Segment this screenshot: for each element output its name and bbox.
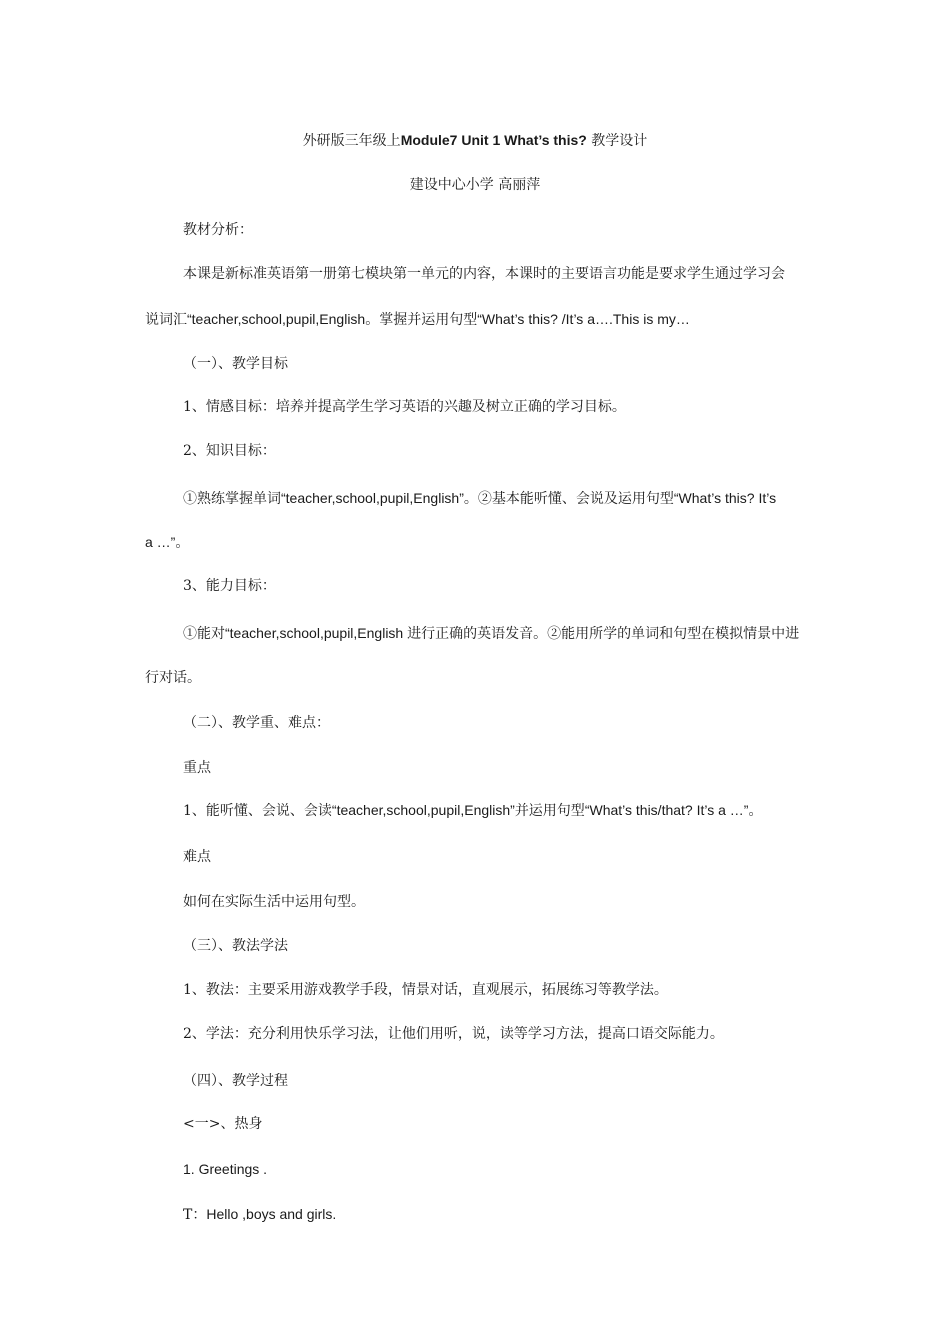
document-title: 外研版三年级上Module7 Unit 1 What’s this? 教学设计 bbox=[302, 132, 648, 149]
section-heading: （三）、教法学法 bbox=[183, 938, 288, 954]
paragraph-line: 1. Greetings . bbox=[183, 1161, 268, 1177]
paragraph-line: 2、知识目标： bbox=[183, 443, 276, 459]
paragraph-line: 重点 bbox=[183, 760, 211, 776]
paragraph-line: 1、教法：主要采用游戏教学手段，情景对话，直观展示，拓展练习等教学法。 bbox=[183, 982, 668, 998]
paragraph-line: 3、能力目标： bbox=[183, 578, 276, 594]
paragraph-line: <一>、热身 bbox=[183, 1116, 263, 1132]
paragraph-line: 2、学法：充分利用快乐学习法，让他们用听，说，读等学习方法，提高口语交际能力。 bbox=[183, 1026, 724, 1042]
paragraph-line: 1、能听懂、会说、会读“teacher,school,pupil,English”并运用句型“What’s this/that? It’s a …”。 bbox=[183, 802, 763, 819]
paragraph-line: 本课是新标准英语第一册第七模块第一单元的内容，本课时的主要语言功能是要求学生通过学习会 bbox=[183, 266, 785, 282]
section-heading: 教材分析： bbox=[183, 222, 253, 238]
paragraph-line: 行对话。 bbox=[145, 670, 201, 686]
paragraph-line: ①能对“teacher,school,pupil,English 进行正确的英语发音。②能用所学的单词和句型在模拟情景中进 bbox=[183, 625, 800, 642]
section-heading: （四）、教学过程 bbox=[183, 1073, 288, 1089]
paragraph-line: 1、情感目标：培养并提高学生学习英语的兴趣及树立正确的学习目标。 bbox=[183, 399, 626, 415]
paragraph-line: T：Hello ,boys and girls. bbox=[183, 1206, 337, 1223]
paragraph-line: ①熟练掌握单词“teacher,school,pupil,English”。②基本能听懂、会说及运用句型“What’s this? It’s bbox=[183, 490, 777, 507]
paragraph-line: a …”。 bbox=[145, 534, 190, 551]
paragraph-line: 如何在实际生活中运用句型。 bbox=[183, 894, 365, 910]
section-heading: （二）、教学重、难点： bbox=[183, 715, 330, 731]
author-line: 建设中心小学 高丽萍 bbox=[409, 177, 541, 193]
paragraph-line: 说词汇“teacher,school,pupil,English。掌握并运用句型“What’s this? /It’s a….This is my… bbox=[145, 311, 690, 328]
section-heading: （一）、教学目标 bbox=[183, 356, 288, 372]
paragraph-line: 难点 bbox=[183, 849, 211, 865]
